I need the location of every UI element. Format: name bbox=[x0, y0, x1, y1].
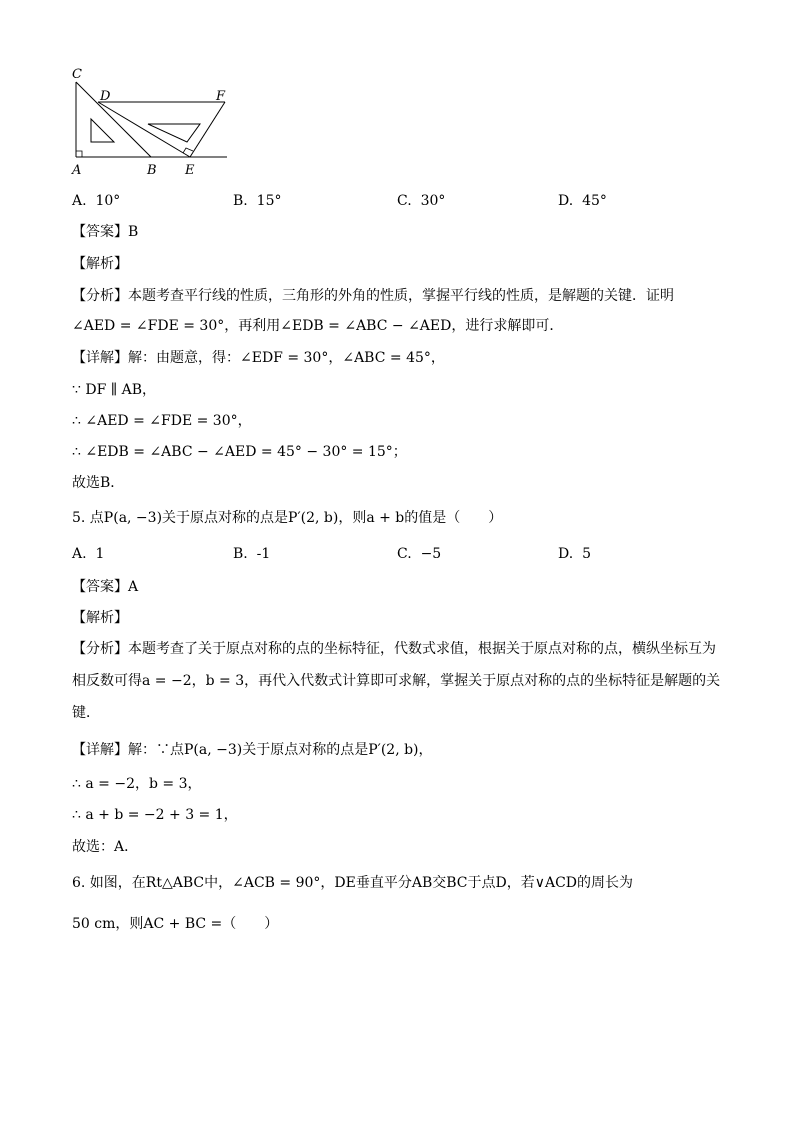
q5-answer: 【答案】A bbox=[72, 579, 139, 595]
q4-detail-line2: ∵ DF ∥ AB， bbox=[72, 382, 157, 398]
q5-analysis-line1: 【分析】本题考查了关于原点对称的点的坐标特征，代数式求值，根据关于原点对称的点，横纵坐标互为 bbox=[72, 641, 716, 657]
q4-answer: 【答案】B bbox=[72, 224, 139, 240]
q4-jiexi-heading: 【解析】 bbox=[72, 256, 128, 272]
q4-conclusion: 故选B． bbox=[72, 475, 125, 491]
q5-question: 5. 点P(a, −3)关于原点对称的点是P′(2, b)，则a + b的值是（ ） bbox=[72, 510, 503, 526]
q4-option-c: C. 30° bbox=[397, 193, 446, 209]
triangle-figure bbox=[64, 62, 264, 177]
q5-analysis-line2: 相反数可得a = −2，b = 3，再代入代数式计算即可求解，掌握关于原点对称的点的坐标特征是解题的关 bbox=[72, 673, 721, 689]
q4-analysis-line2: ∠AED = ∠FDE = 30°，再利用∠EDB = ∠ABC − ∠AED，进行求解即可． bbox=[72, 318, 564, 334]
q5-jiexi-heading: 【解析】 bbox=[72, 610, 128, 626]
q4-analysis-line1: 【分析】本题考查平行线的性质，三角形的外角的性质，掌握平行线的性质，是解题的关键．证明 bbox=[72, 288, 674, 304]
right-angle-e bbox=[183, 148, 193, 153]
q5-option-a: A. 1 bbox=[72, 546, 105, 562]
q5-detail-line2: ∴ a = −2，b = 3， bbox=[72, 776, 202, 792]
q5-option-c: C. −5 bbox=[397, 546, 442, 562]
side-fe bbox=[190, 102, 225, 157]
label-d: D bbox=[100, 89, 111, 104]
label-b: B bbox=[147, 163, 157, 177]
q5-detail-line3: ∴ a + b = −2 + 3 = 1， bbox=[72, 807, 238, 823]
label-e: E bbox=[185, 163, 195, 177]
q6-question-line2: 50 cm，则AC + BC =（ ） bbox=[72, 916, 279, 932]
q5-detail-line1: 【详解】解：∵点P(a, −3)关于原点对称的点是P′(2, b)， bbox=[72, 742, 433, 758]
q4-option-d: D. 45° bbox=[558, 193, 607, 209]
q5-option-b: B. -1 bbox=[233, 546, 271, 562]
q5-conclusion: 故选：A． bbox=[72, 839, 139, 855]
q4-detail-line3: ∴ ∠AED = ∠FDE = 30°， bbox=[72, 413, 252, 429]
q6-question-line1: 6. 如图，在Rt△ABC中，∠ACB = 90°，DE垂直平分AB交BC于点D，若∨ACD的周长为 bbox=[72, 875, 634, 891]
left-inner-hole bbox=[91, 119, 114, 142]
label-a: A bbox=[72, 163, 82, 177]
side-de bbox=[98, 102, 190, 157]
right-inner-hole bbox=[148, 124, 200, 142]
q5-option-d: D. 5 bbox=[558, 546, 592, 562]
label-c: C bbox=[72, 67, 82, 82]
side-cb bbox=[76, 82, 151, 157]
q4-option-a: A. 10° bbox=[72, 193, 121, 209]
q5-analysis-line3: 键． bbox=[72, 705, 100, 721]
q4-detail-line1: 【详解】解：由题意，得：∠EDF = 30°，∠ABC = 45°， bbox=[72, 350, 445, 366]
q4-detail-line4: ∴ ∠EDB = ∠ABC − ∠AED = 45° − 30° = 15°； bbox=[72, 444, 407, 460]
q4-option-b: B. 15° bbox=[233, 193, 282, 209]
right-angle-a bbox=[76, 151, 82, 157]
label-f: F bbox=[216, 89, 226, 104]
